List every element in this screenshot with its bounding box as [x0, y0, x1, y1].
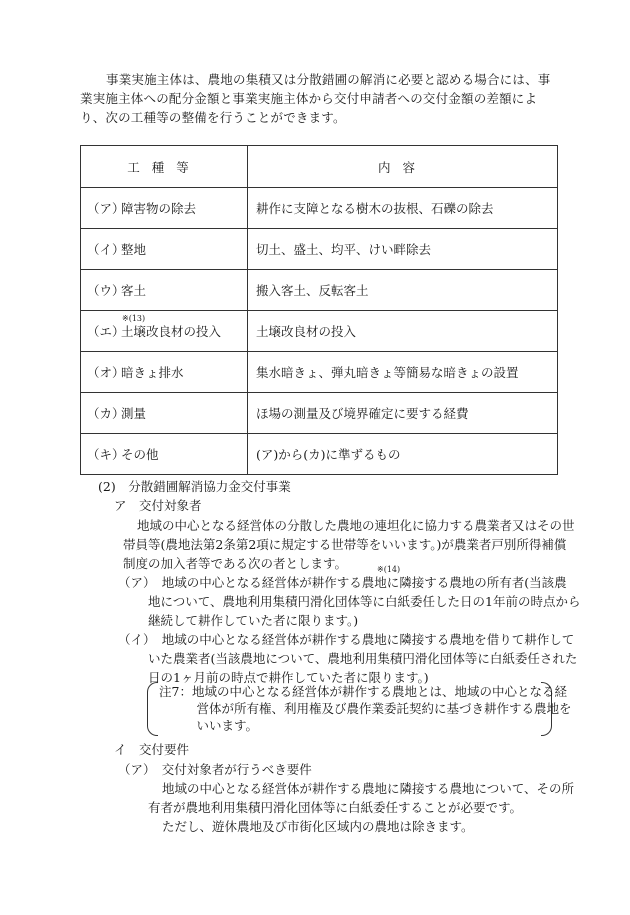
subsection-a-line: 帯員等(農地法第2条第2項に規定する世帯等をいいます。)が農業者戸別所得補償	[123, 537, 567, 552]
row-mark: （カ）	[87, 406, 125, 421]
work-type-table	[80, 145, 558, 475]
header-content: 内容	[248, 146, 558, 188]
row-mark: （イ）	[87, 242, 125, 257]
item-i-line: （イ） 地域の中心となる経営体が耕作する農地に隣接する農地を借りて耕作して	[118, 632, 575, 647]
row-mark: （オ）	[87, 365, 125, 380]
subsection-a-line: 制度の加入者等である次の者とします。	[123, 556, 348, 571]
row-mark: （キ）	[87, 447, 125, 462]
row-name: 整地	[121, 242, 147, 257]
item-a-line: 継続して耕作していた者に限ります。)	[148, 613, 359, 628]
subsection-i-title: イ 交付要件	[114, 742, 190, 757]
table-row	[81, 229, 558, 270]
table-row	[81, 270, 558, 311]
requirement-line: 有者が農地利用集積円滑化団体等に白紙委任することが必要です。	[148, 800, 523, 815]
note-ref-13: ※(13)	[122, 314, 146, 323]
table-row	[81, 434, 558, 475]
row-content: 搬入客土、反転客土	[248, 270, 558, 311]
row-name: その他	[121, 447, 159, 462]
subsection-a-title: ア 交付対象者	[114, 498, 202, 513]
subsection-i-item-title: （ア） 交付対象者が行うべき要件	[118, 762, 312, 777]
row-mark: （エ）	[87, 324, 125, 339]
row-content: ほ場の測量及び境界確定に要する経費	[248, 393, 558, 434]
note-line: いいます。	[159, 718, 259, 733]
row-content: 耕作に支障となる樹木の抜根、石礫の除去	[248, 188, 558, 229]
row-name: 障害物の除去	[121, 201, 197, 216]
header-work-type: 工種等	[81, 146, 248, 188]
table-row	[81, 188, 558, 229]
item-a-line: （ア） 地域の中心となる経営体が耕作する農地に隣接する農地の所有者(当該農	[118, 575, 567, 590]
requirement-line: ただし、遊休農地及び市街化区域内の農地は除きます。	[162, 819, 474, 834]
item-a-line: 地について、農地利用集積円滑化団体等に白紙委任した日の1年前の時点から	[148, 594, 581, 609]
row-name: 測量	[121, 406, 147, 421]
note-ref-14: ※(14)	[377, 565, 401, 574]
row-content: 集水暗きょ、弾丸暗きょ等簡易な暗きょの設置	[248, 352, 558, 393]
table-row	[81, 352, 558, 393]
row-mark: （ウ）	[87, 283, 125, 298]
intro-paragraph: 事業実施主体は、農地の集積又は分散錯圃の解消に必要と認める場合には、事業実施主体への配分金額と事業実施主体から交付申請者への交付金額の差額により、次の工種等の整備を行うことができます。	[80, 72, 551, 125]
requirement-line: 地域の中心となる経営体が耕作する農地に隣接する農地について、その所	[162, 781, 575, 796]
row-content: 切土、盛土、均平、けい畔除去	[248, 229, 558, 270]
note-7-box	[147, 682, 572, 734]
row-content: 土壌改良材の投入	[248, 311, 558, 352]
item-i-line: 日の1ヶ月前の時点で耕作していた者に限ります。)	[148, 670, 429, 685]
note-line: 注7：地域の中心となる経営体が耕作する農地とは、地域の中心となる経	[159, 684, 567, 699]
row-name: 暗きょ排水	[121, 365, 184, 380]
note-bracket-left	[147, 682, 158, 736]
row-name: 客土	[121, 283, 147, 298]
table-row	[81, 393, 558, 434]
section-2-title: (2) 分散錯圃解消協力金交付事業	[98, 479, 291, 494]
row-content: (ア)から(カ)に準ずるもの	[248, 434, 558, 475]
note-line: 営体が所有権、利用権及び農作業委託契約に基づき耕作する農地を	[159, 701, 572, 716]
item-i-line: いた農業者(当該農地について、農地利用集積円滑化団体等に白紙委任された	[148, 651, 578, 666]
table-row	[81, 311, 558, 352]
row-mark: （ア）	[87, 201, 125, 216]
table-header-row	[81, 146, 558, 188]
row-name: 土壌改良材の投入	[121, 324, 222, 339]
subsection-a-line: 地域の中心となる経営体の分散した農地の連坦化に協力する農業者又はその世	[137, 518, 575, 533]
